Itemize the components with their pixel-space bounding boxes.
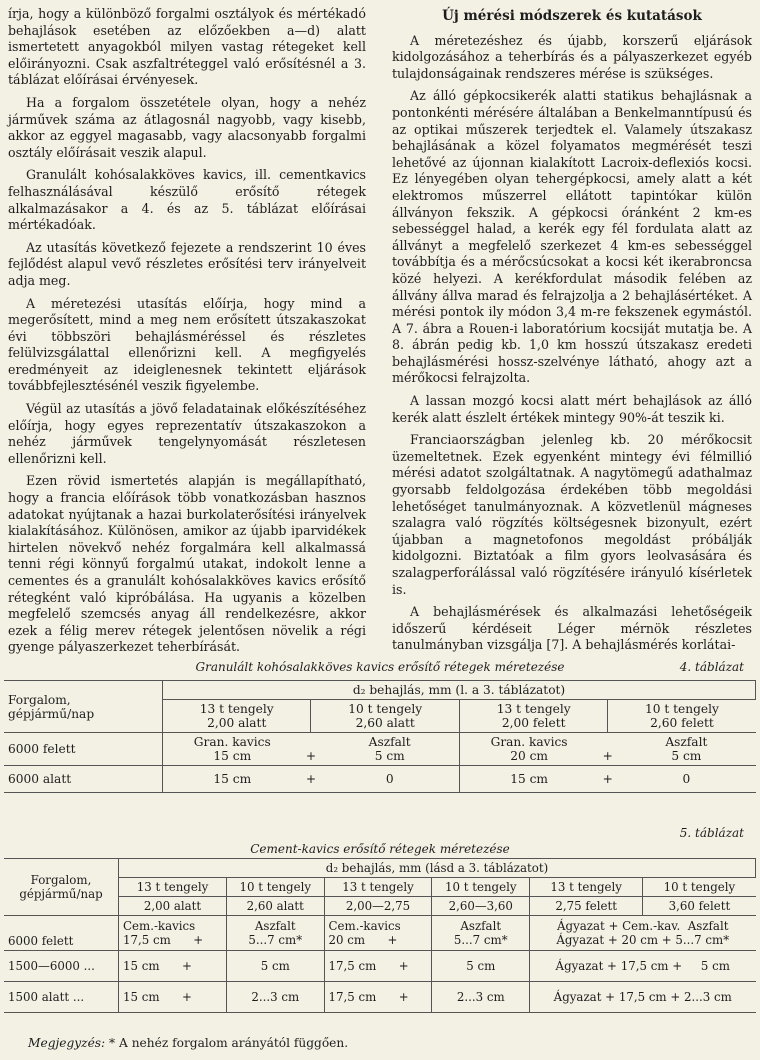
table-4 — [4, 680, 756, 793]
cell: 5 cm — [432, 951, 530, 982]
paragraph: A méretezéshez és újabb, korszerű eljárások kidolgozásához a teherbírás és a pályaszerkezet egyéb tulajdonságainak rendszeres mérése is szükséges. — [392, 32, 752, 81]
row-label: 1500—6000 ... — [4, 951, 119, 982]
group-header: d₂ behajlás, mm (l. a 3. táblázatot) — [163, 681, 756, 700]
cell: Cem.-kavics 17,5 cm + — [119, 916, 227, 951]
row-label: 6000 alatt — [4, 766, 163, 793]
cell: 5 cm — [226, 951, 324, 982]
cell: 15 cm — [213, 772, 252, 786]
paragraph: Ha a forgalom összetétele olyan, hogy a nehéz járművek száma az átlagosnál nagyobb, vagy kisebb, akkor az eggyel magasabb, vagy alacsonyabb forgalmi osztály előírásait veszik alapul. — [8, 94, 366, 160]
axle-header: 13 t tengely — [119, 878, 227, 897]
paragraph: Az utasítás következő fejezete a rendszerint 10 éves fejlődést alapul vevő részletes erősítési terv irányelveit adja meg. — [8, 239, 366, 288]
cell: 2...3 cm — [432, 982, 530, 1013]
cell: Aszfalt 5...7 cm* — [226, 916, 324, 951]
section-heading: Új mérési módszerek és kutatások — [442, 8, 702, 24]
limit-header: 2,60 alatt — [226, 897, 324, 916]
cell: Aszfalt 5...7 cm* — [432, 916, 530, 951]
cell: Gran. kavics 20 cm — [490, 735, 568, 763]
paragraph: A méretezési utasítás előírja, hogy mind a megerősített, mind a meg nem erősített útszakaszokat évi többszöri behajlásméréssel és részletes felülvizsgálattal ellenőrizni kell. A megfigyelés eredményeit az ideiglenesnek tekintett eljárások továbbfejlesztésénél veszik figyelembe. — [8, 295, 366, 394]
table4-caption-row — [8, 660, 752, 674]
cell-group — [459, 766, 755, 793]
paragraph: Végül az utasítás a jövő feladatainak előkészítéséhez előírja, hogy egyes reprezentatív útszakaszokon a nehéz járművek tengelynyomását részletesen ellenőrizni kell. — [8, 401, 366, 466]
table4-number: 4. táblázat — [679, 660, 744, 674]
table5-number: 5. táblázat — [679, 826, 744, 840]
cell: 15 cm — [510, 772, 548, 786]
axle-header: 10 t tengely — [643, 878, 756, 897]
table5-title: Cement-kavics erősítő rétegek méretezése — [250, 842, 510, 856]
group-header: d₂ behajlás, mm (lásd a 3. táblázatot) — [119, 859, 756, 878]
limit-header: 2,00—2,75 — [324, 897, 432, 916]
limit-header: 2,75 felett — [530, 897, 643, 916]
axle-header: 13 t tengely — [324, 878, 432, 897]
cell: 15 cm + — [119, 951, 227, 982]
cell: + — [602, 749, 613, 763]
cell-group — [163, 733, 460, 766]
cell: 17,5 cm + — [324, 951, 432, 982]
paragraph: A behajlásmérések és alkalmazási lehetőségeik időszerű kérdéseit Léger mérnök részletes tanulmányban vizsgálja [7]. A behajlásmérés korlátai- — [392, 604, 752, 653]
column-header: 13 t tengely 2,00 felett — [459, 700, 607, 733]
table5-caption-row — [8, 842, 752, 856]
cell-group — [459, 733, 755, 766]
cell: Ágyazat + 17,5 cm + 2...3 cm — [530, 982, 756, 1013]
row-label: 6000 felett — [4, 916, 119, 951]
cell-group — [163, 766, 460, 793]
cell: + — [305, 749, 317, 763]
cell: Cem.-kavics 20 cm + — [324, 916, 432, 951]
footnote-label: Megjegyzés: — [28, 1036, 106, 1050]
cell: Ágyazat + Cem.-kav. Aszfalt Ágyazat + 20 cm + 5...7 cm* — [530, 916, 756, 951]
cell: 0 — [682, 772, 691, 786]
paragraph: Franciaországban jelenleg kb. 20 mérőkocsit üzemeltetnek. Ezek egyenként mintegy évi félmillió mérési adatot szolgáltatnak. A nagytömegű adathalmaz gyorsabb feldolgozása érdekében több megoldási lehetőséget tanulmányoznak. A közvetlenül mágneses szalagra való rögzítés költségesnek bizonyult, ezért újabban a magnetofonos megoldást próbálják kidolgozni. Biztatóak a film gyors leolvasására és szalagperforálással való rögzítésére irányuló kísérletek is. — [392, 432, 752, 597]
footnote — [28, 1036, 348, 1050]
cell: 2...3 cm — [226, 982, 324, 1013]
limit-header: 2,00 alatt — [119, 897, 227, 916]
axle-header: 10 t tengely — [226, 878, 324, 897]
paragraph: Ezen rövid ismertetés alapján is megállapítható, hogy a francia előírások több vonatkozásban hasznos adatokat nyújtanak a hazai burkolaterősítési irányelvek kialakításához. Különösen, amikor az újabb iparvidékek hirtelen növekvő nehéz forgalmára kell alkalmassá tenni régi könnyű forgalmú utakat, indokolt lenne a cementes és a granulált kohósalakköves kavics erősítő rétegként való kipróbálása. Ha ugyanis a közelben megfelelő szemcsés anyag áll rendelkezésre, akkor ezek a félig merev rétegek jelentősen növelik a régi gyenge pályaszerkezet teherbírását. — [8, 473, 366, 655]
row-header: Forgalom, gépjármű/nap — [4, 859, 119, 916]
paragraph: Granulált kohósalakköves kavics, ill. cementkavics felhasználásával készülő erősítő rétegek alkalmazásakor a 4. és az 5. táblázat előírásai mértékadóak. — [8, 167, 366, 233]
row-label: 1500 alatt ... — [4, 982, 119, 1013]
table4-title: Granulált kohósalakköves kavics erősítő rétegek méretezése — [195, 660, 565, 674]
limit-header: 2,60—3,60 — [432, 897, 530, 916]
row-header: Forgalom, gépjármű/nap — [4, 681, 163, 733]
column-header: 10 t tengely 2,60 alatt — [311, 700, 459, 733]
paragraph: Az álló gépkocsikerék alatti statikus behajlásnak a pontonkénti mérésére általában a Benkelmanntípusú és az optikai műszerek terjedtek el. Valamely útszakasz behajlásának a közel folyamatos megmérését teszi lehetővé az újonnan kialakított Lacroix-deflexiós kocsi. Ez lényegében olyan tehergépkocsi, amely alatt a két elektromos műszerrel ellátott tapintókar külön állványon fekszik. A gépkocsi óránként 2 km-es sebességgel halad, a kerék egy fél fordulata alatt az állványt a megfelelő szerkezet 4 km-es sebességgel továbbítja és a mérőcsúcsokat a kocsi két ikerabroncsa közé helyezi. A kerékfordulat második felében az állvány állva marad és felrajzolja a 2 behajlásértéket. A mérési pontok ily módon 3,4 m-re fekszenek egymástól. A 7. ábra a Rouen-i laboratórium kocsiját mutatja be. A 8. ábrán pedig kb. 1,0 km hosszú útszakasz eredeti behajlásmérési hossz-szelvénye látható, ahogy azt a mérőkocsi felrajzolta. — [392, 88, 752, 386]
limit-header: 3,60 felett — [643, 897, 756, 916]
cell: + — [305, 772, 317, 786]
paragraph: A lassan mozgó kocsi alatt mért behajlások az álló kerék alatt észlelt értékek mintegy 90%-át teszik ki. — [392, 393, 752, 425]
cell: + — [602, 772, 613, 786]
axle-header: 13 t tengely — [530, 878, 643, 897]
cell: Gran. kavics 15 cm — [193, 735, 271, 763]
cell: Ágyazat + 17,5 cm + 5 cm — [530, 951, 756, 982]
right-text-column — [392, 6, 752, 660]
cell: Aszfalt 5 cm — [665, 735, 708, 763]
cell: Aszfalt 5 cm — [368, 735, 411, 763]
paragraph: írja, hogy a különböző forgalmi osztályok és mértékadó behajlások esetében az előzőekben a—d) alatt ismertetett anyagokból milyen vastag rétegeket kell előirányozni. Csak aszfaltréteggel való erősítésnél a 3. táblázat előírásai érvényesek. — [8, 6, 366, 88]
cell: 17,5 cm + — [324, 982, 432, 1013]
axle-header: 10 t tengely — [432, 878, 530, 897]
row-label: 6000 felett — [4, 733, 163, 766]
column-header: 10 t tengely 2,60 felett — [608, 700, 756, 733]
cell: 0 — [385, 772, 394, 786]
column-header: 13 t tengely 2,00 alatt — [163, 700, 311, 733]
footnote-text: * A nehéz forgalom arányától függően. — [109, 1036, 349, 1050]
cell: 15 cm + — [119, 982, 227, 1013]
table-5 — [4, 858, 756, 1013]
left-text-column — [8, 6, 366, 662]
